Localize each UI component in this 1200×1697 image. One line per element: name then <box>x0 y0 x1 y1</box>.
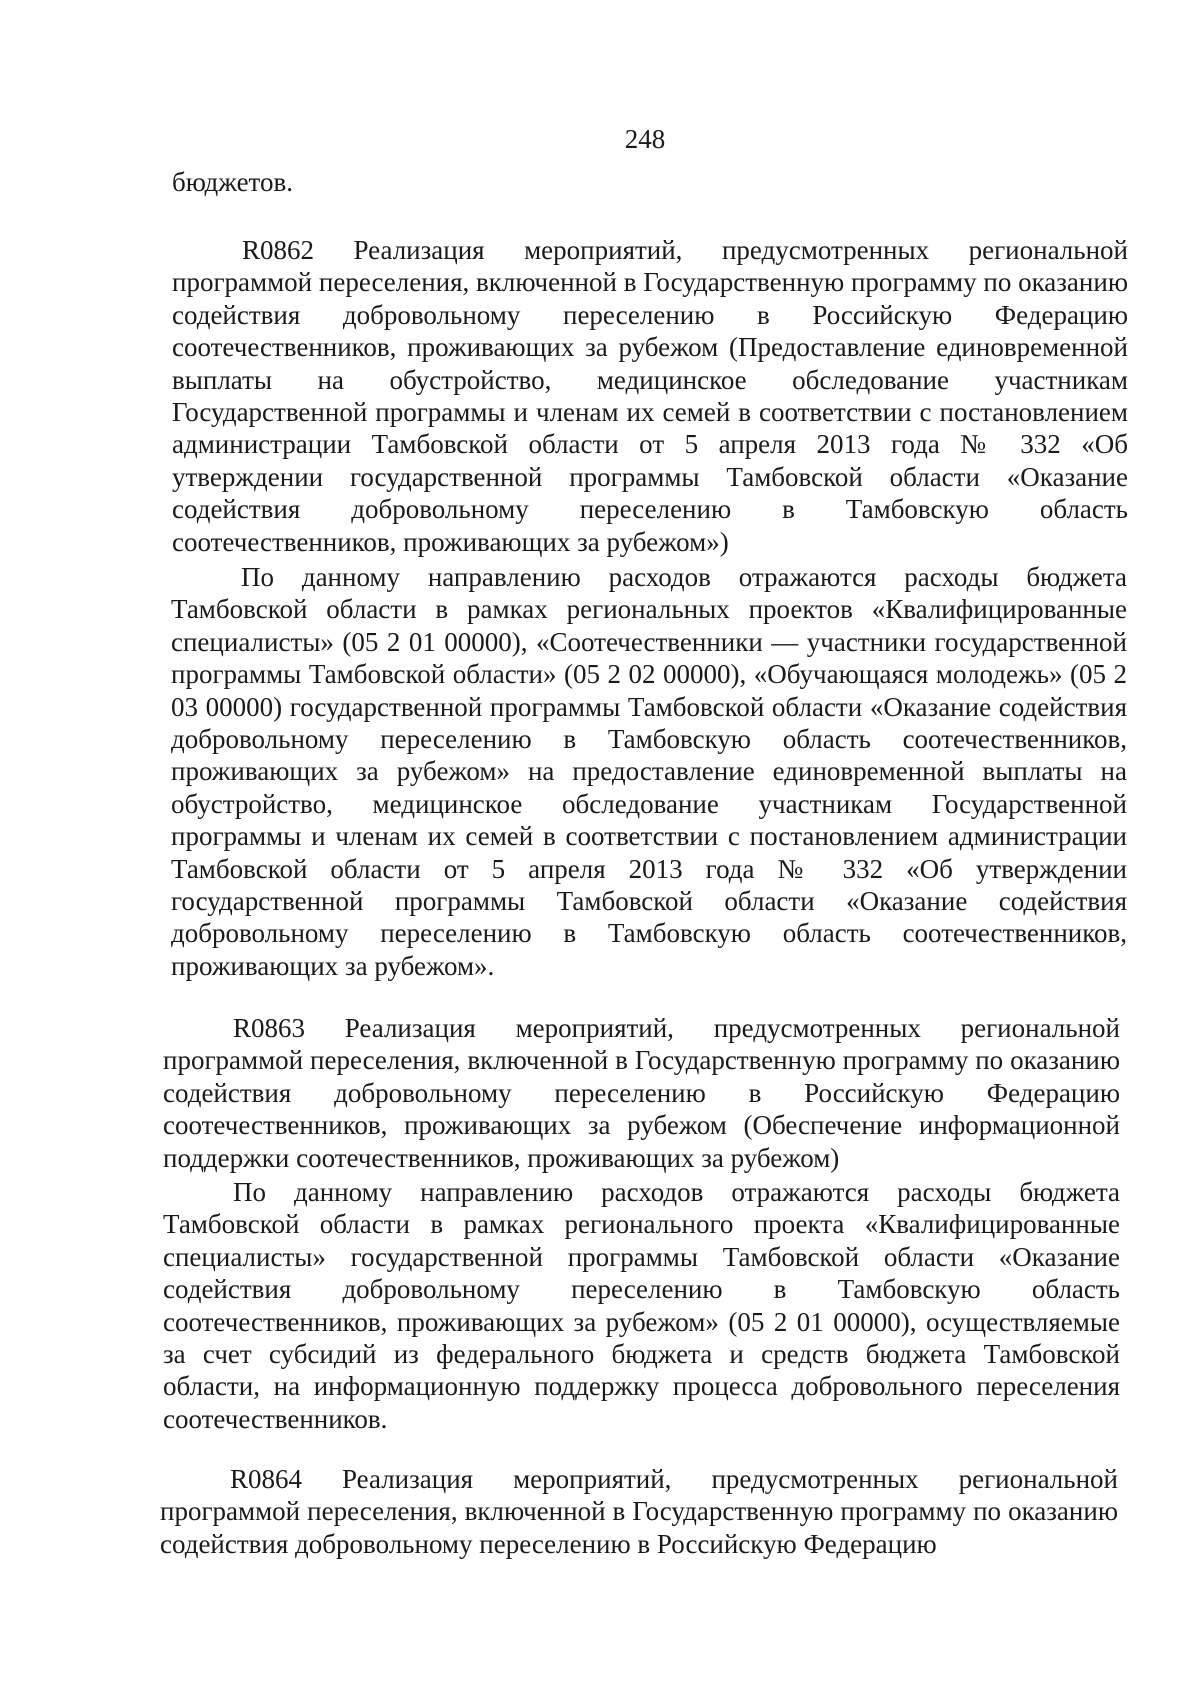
paragraph-continuation: бюджетов. <box>172 167 293 197</box>
paragraph-r0863-description: По данному направлению расходов отражаются расходы бюджета Тамбовской области в рамках регионального проекта «Квалифицированные специалисты» государственной программы Тамбовской области «Оказание содействия добровольному переселению в Тамбовскую область соотечественников, проживающих за рубежом» (05 2 01 00000), осуществляемые за счет субсидий из федерального бюджета и средств бюджета Тамбовской области, на информационную поддержку процесса добровольного переселения соотечественников. <box>163 1177 1120 1434</box>
paragraph-r0864-heading: R0864 Реализация мероприятий, предусмотренных региональной программой переселения, включенной в Государственную программу по оказанию содействия добровольному переселению в Российскую Федерацию <box>160 1464 1118 1559</box>
paragraph-r0863-heading: R0863 Реализация мероприятий, предусмотренных региональной программой переселения, включенной в Государственную программу по оказанию содействия добровольному переселению в Российскую Федерацию соотечественников, проживающих за рубежом (Обеспечение информационной поддержки соотечественников, проживающих за рубежом) <box>163 1013 1120 1173</box>
paragraph-r0862-heading: R0862 Реализация мероприятий, предусмотренных региональной программой переселения, включенной в Государственную программу по оказанию содействия добровольному переселению в Российскую Федерацию соотечественников, проживающих за рубежом (Предоставление единовременной выплаты на обустройство, медицинское обследование участникам Государственной программы и членам их семей в соответствии с постановлением администрации Тамбовской области от 5 апреля 2013 года № 332 «Об утверждении государственной программы Тамбовской области «Оказание содействия добровольному переселению в Тамбовскую область соотечественников, проживающих за рубежом») <box>172 235 1128 557</box>
paragraph-r0862-description: По данному направлению расходов отражаются расходы бюджета Тамбовской области в рамках региональных проектов «Квалифицированные специалисты» (05 2 01 00000), «Соотечественники — участники государственной программы Тамбовской области» (05 2 02 00000), «Обучающаяся молодежь» (05 2 03 00000) государственной программы Тамбовской области «Оказание содействия добровольному переселению в Тамбовскую область соотечественников, проживающих за рубежом» на предоставление единовременной выплаты на обустройство, медицинское обследование участникам Государственной программы и членам их семей в соответствии с постановлением администрации Тамбовской области от 5 апреля 2013 года № 332 «Об утверждении государственной программы Тамбовской области «Оказание содействия добровольному переселению в Тамбовскую область соотечественников, проживающих за рубежом». <box>171 562 1127 981</box>
page-number: 248 <box>624 124 666 154</box>
